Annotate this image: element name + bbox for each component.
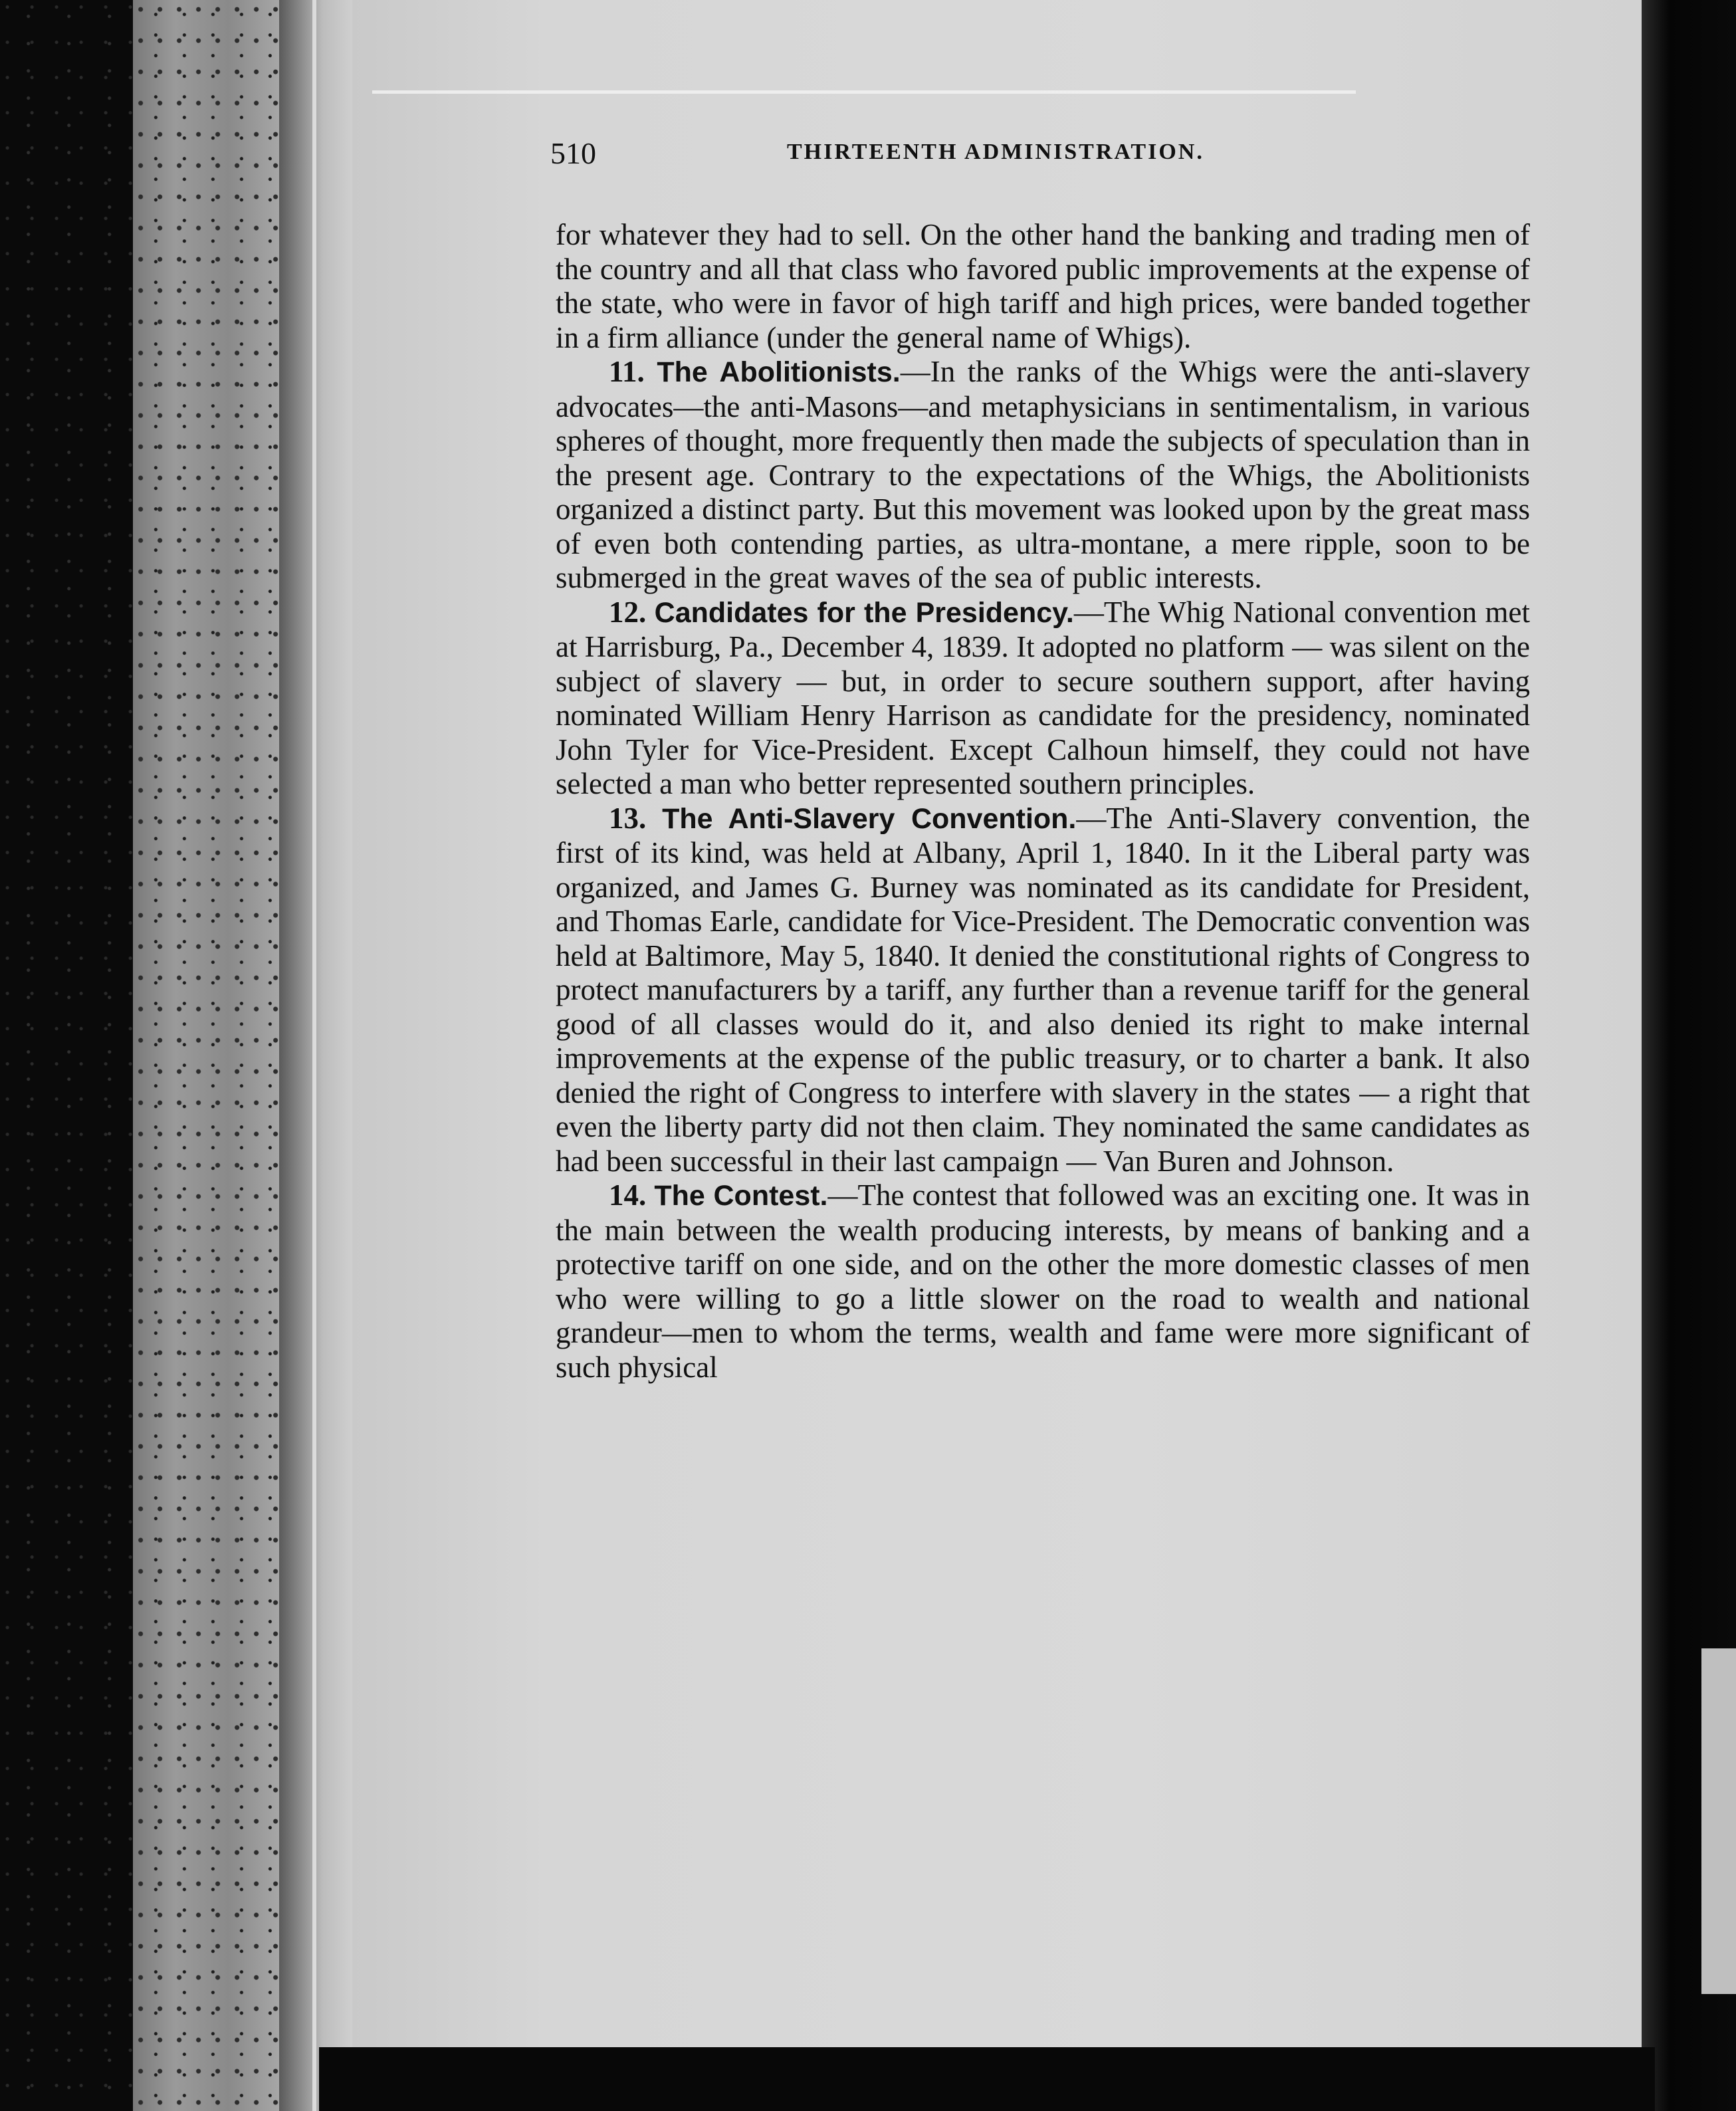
paragraph-section-12 — [556, 596, 1530, 802]
facing-page-sliver — [1701, 1648, 1736, 1994]
running-title: THIRTEENTH ADMINISTRATION. — [787, 140, 1204, 164]
paragraph-text: —The Whig National convention met at Harrisburg, Pa., December 4, 1839. It adopted no platform — was silent on the subject of slavery — but, in order to secure southern support, after having nominated William Henry Harrison as candidate for the presidency, nominated John Tyler for Vice-President. Except Calhoun himself, they could not have selected a man who better represented southern principles. — [556, 595, 1530, 800]
section-number: 12. — [609, 595, 647, 629]
body-text — [556, 218, 1530, 1385]
section-heading: Candidates for the Presidency. — [654, 596, 1074, 629]
section-number: 11. — [609, 355, 645, 388]
paragraph-section-13 — [556, 802, 1530, 1179]
paragraph-continuation — [556, 218, 1530, 355]
paragraph-section-11 — [556, 355, 1530, 596]
paragraph-section-14 — [556, 1178, 1530, 1385]
section-number: 14. — [609, 1178, 647, 1212]
paragraph-text: —In the ranks of the Whigs were the anti-slavery advocates—the anti-Masons—and metaphysicians in sentimentalism, in various spheres of thought, more frequently then made the subjects of speculation than in the present age. Contrary to the expectations of the Whigs, the Abolitionists organized a distinct party. But this movement was looked upon by the great mass of even both contending parties, as ultra-montane, a mere ripple, soon to be submerged in the great waves of the sea of public interests. — [556, 355, 1530, 594]
dark-backdrop — [0, 0, 133, 2111]
paragraph-text: —The contest that followed was an exciting one. It was in the main between the wealth producing interests, by means of banking and a protective tariff on one side, and on the other the more domestic classes of men who were willing to go a little slower on the road to wealth and national grandeur—men to whom the terms, wealth and fame were more significant of such physical — [556, 1178, 1530, 1384]
paragraph-text: —The Anti-Slavery convention, the first of its kind, was held at Albany, April 1, 1840. In it the Liberal party was organized, and James G. Burney was nominated as its candidate for President, and Thomas Earle, candidate for Vice-President. The Democratic convention was held at Baltimore, May 5, 1840. It denied the constitutional rights of Congress to protect manufacturers by a tariff, any further than a revenue tariff for the general good of all classes would do it, and also denied its right to make internal improvements at the expense of the public treasury, or to charter a bank. It also denied the right of Congress to interfere with slavery in the states — a right that even the liberty party did not then claim. They nominated the same candidates as had been successful in their last campaign — Van Buren and Johnson. — [556, 801, 1530, 1178]
film-scratch — [312, 0, 316, 2111]
section-number: 13. — [609, 801, 647, 835]
section-heading: The Anti-Slavery Convention. — [662, 802, 1077, 835]
section-heading: The Contest. — [654, 1180, 828, 1212]
paragraph-text: for whatever they had to sell. On the other hand the banking and trading men of the country and all that class who favored public improvements at the expense of the state, who were in favor of high tariff and high prices, were banded together in a firm alliance (under the general name of Whigs). — [556, 218, 1530, 354]
running-head — [550, 136, 1308, 175]
bottom-shadow — [319, 2047, 1655, 2111]
page-number: 510 — [550, 136, 596, 170]
top-scratch-line — [372, 90, 1356, 94]
section-heading: The Abolitionists. — [657, 356, 901, 388]
